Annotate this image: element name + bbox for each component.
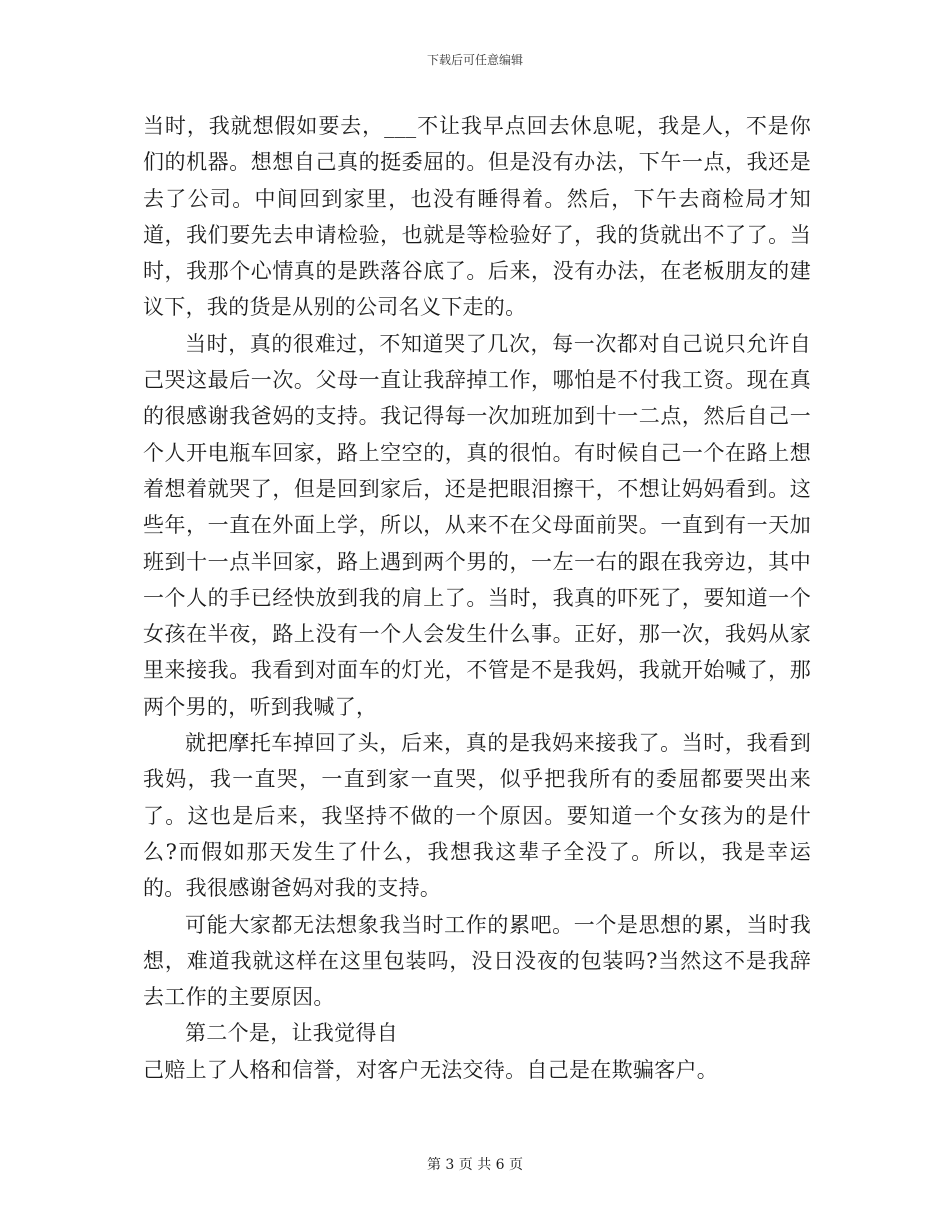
paragraph-2: 当时，真的很难过，不知道哭了几次，每一次都对自己说只允许自己哭这最后一次。父母一直让我辞掉工作，哪怕是不付我工资。现在真的很感谢我爸妈的支持。我记得每一次加班加到十一二点，然后自己一个人开电瓶车回家，路上空空的，真的很怕。有时候自己一个在路上想着想着就哭了，但是回到家后，还是把眼泪擦干，不想让妈妈看到。这些年，一直在外面上学，所以，从来不在父母面前哭。一直到有一天加班到十一点半回家，路上遇到两个男的，一左一右的跟在我旁边，其中一个人的手已经快放到我的肩上了。当时，我真的吓死了，要知道一个女孩在半夜，路上没有一个人会发生什么事。正好，那一次，我妈从家里来接我。我看到对面车的灯光，不管是不是我妈，我就开始喊了，那两个男的，听到我喊了， bbox=[143, 331, 811, 719]
paragraph-3: 就把摩托车掉回了头，后来，真的是我妈来接我了。当时，我看到我妈，我一直哭，一直到家一直哭，似乎把我所有的委屈都要哭出来了。这也是后来，我坚持不做的一个原因。要知道一个女孩为的是什么?而假如那天发生了什么，我想我这辈子全没了。所以，我是幸运的。我很感谢爸妈对我的支持。 bbox=[143, 731, 811, 901]
page-header: 下载后可任意编辑 bbox=[426, 53, 523, 67]
paragraph-1: 当时，我就想假如要去，___不让我早点回去休息呢，我是人，不是你们的机器。想想自己真的挺委屈的。但是没有办法，下午一点，我还是去了公司。中间回到家里，也没有睡得着。然后，下午去商检局才知道，我们要先去申请检验，也就是等检验好了，我的货就出不了了。当时，我那个心情真的是跌落谷底了。后来，没有办法，在老板朋友的建议下，我的货是从别的公司名义下走的。 bbox=[143, 114, 811, 320]
document-body bbox=[143, 108, 811, 1088]
paragraph-4: 可能大家都无法想象我当时工作的累吧。一个是思想的累，当时我想，难道我就这样在这里包装吗，没日没夜的包装吗?当然这不是我辞去工作的主要原因。 bbox=[143, 912, 811, 1010]
page-footer: 第 3 页 共 6 页 bbox=[426, 1157, 524, 1173]
paragraph-5: 第二个是，让我觉得自 bbox=[185, 1021, 398, 1046]
paragraph-6: 己赔上了人格和信誉，对客户无法交待。自己是在欺骗客户。 bbox=[143, 1057, 719, 1082]
